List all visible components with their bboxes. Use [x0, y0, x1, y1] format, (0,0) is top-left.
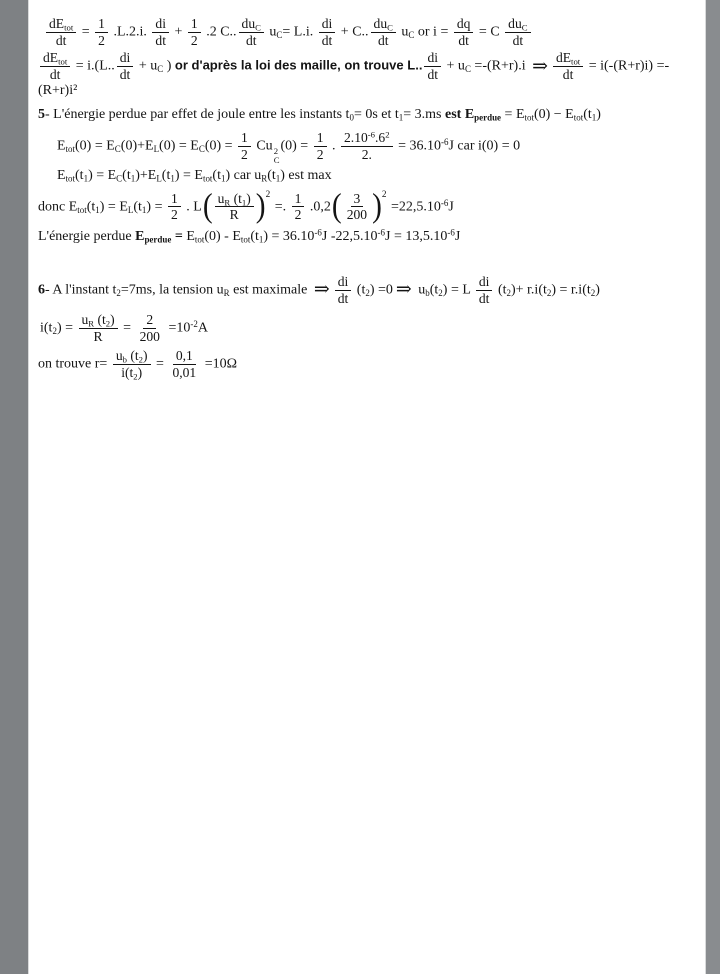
fraction: $\frac{di}{dt}$: [319, 16, 336, 48]
fraction: $\frac{dE_{tot}}{dt}$: [40, 50, 70, 82]
fraction: $\frac{0,1}{0,01}$: [172, 348, 197, 381]
implies-arrow-icon: ⇒: [395, 279, 412, 301]
line-donc-el: donc $E_{tot}(t_1) = E_L(t_1)$ = $\frac{1}{2}$ . L ( $\frac{u_R (t_1)}{R}$ ) 2 =. $\frac{1}{2}$ .0,2 ( $\frac{3}{200}$ ) 2 $=22,5.10^{-6}J$: [38, 187, 454, 225]
fraction: $\frac{dE_{tot}}{dt}$: [46, 16, 76, 48]
fraction: $\frac{u_b (t_2)}{i(t_2)}$: [113, 348, 151, 380]
fraction: $\frac{di}{dt}$: [424, 50, 441, 82]
parenthesized-expression: ( $\frac{u_R (t_1)}{R}$ ) 2: [202, 187, 271, 225]
fraction: $\frac{di}{dt}$: [117, 50, 134, 82]
fraction: $\frac{1}{2}$: [292, 191, 305, 223]
line-etot-t1: $E_{tot}(t_1) = E_C(t_1)+E_L(t_1) = E_{tot}(t_1)$ car $u_R(t_1)$ est max: [57, 167, 332, 184]
line-resistance-result: on trouve r= $\frac{u_b (t_2)}{i(t_2)}$ = $\frac{0,1}{0,01}$ =10Ω: [38, 348, 238, 382]
fraction: $\frac{1}{2}$: [188, 16, 201, 48]
fraction: $\frac{1}{2}$: [168, 191, 181, 223]
fraction: $\frac{3}{200}$: [346, 190, 368, 223]
line-etot-0: $E_{tot}(0) = E_C(0)+E_L(0) = E_C(0)$ = $\frac{1}{2}$ Cu 2 C (0) = $\frac{1}{2}$ . $\frac{2.10^{-6}.6^2}{2.}$ = $36.10^{-6}J$ car i(0) = 0: [57, 129, 521, 165]
fraction: $\frac{2}{200}$: [139, 312, 160, 344]
math-lines-container: [38, 16, 701, 381]
fraction: $\frac{di}{dt}$: [152, 16, 169, 48]
line-q6-statement: 6- A l'instant $t_2=7ms$, la tension $u_R$ est maximale ⇒ $\frac{di}{dt}$ $(t_2) =0$ ⇒ $u_b(t_2) = L$ $\frac{di}{dt}$ $(t_2)+ r.i(t_2) = r.i(t_2)$: [38, 273, 600, 306]
line-energy-derivative: $\frac{dE_{tot}}{dt}$ = $\frac{1}{2}$ .L.2.i. $\frac{di}{dt}$ + $\frac{1}{2}$ .2 C.. $\frac{du_C}{dt}$ $u_C= L.i$. $\frac{di}{dt}$ + C.. $\frac{du_C}{dt}$ $u_C$ or i = $\frac{dq}{dt}$ = C $\frac{du_C}{dt}$: [38, 16, 701, 48]
sup-sub-stack: 2 C: [273, 145, 280, 165]
left-scan-margin: [0, 0, 28, 974]
fraction: $\frac{dq}{dt}$: [454, 16, 474, 48]
fraction: $\frac{u_R (t_2)}{R}$: [79, 312, 118, 344]
line-energy-lost-result: L'énergie perdue $E_{perdue} = E_{tot}(0) - E_{tot}(t_1) = 36.10^{-6}J$ $-22,5.10^{-6}J = 13,5.10^{-6}J$: [38, 227, 461, 245]
fraction: $\frac{di}{dt}$: [335, 274, 352, 306]
implies-arrow-icon: ⇒: [532, 55, 548, 77]
line-mesh-law: $\frac{dE_{tot}}{dt}$ = i.(L.. $\frac{di}{dt}$ + $u_C$ ) or d'après la loi des maille, on trouve L.. $\frac{di}{dt}$ + $u_C =-(R+r).i$ ⇒ $\frac{dE_{tot}}{dt}$ = i(-(R+r)i) =-(R+r)i²: [38, 50, 670, 99]
fraction: $\frac{1}{2}$: [314, 130, 327, 162]
line-q5-statement: 5- L'énergie perdue par effet de joule entre les instants $t_0= 0s$ et $t_1= 3.ms$ est $E_{perdue} = E_{tot}(0) - E_{tot}(t_1)$: [38, 107, 601, 124]
fraction: $\frac{du_C}{dt}$: [239, 16, 264, 48]
fraction: $\frac{dE_{tot}}{dt}$: [553, 50, 583, 82]
fraction: $\frac{1}{2}$: [95, 16, 108, 48]
fraction: $\frac{u_R (t_1)}{R}$: [215, 191, 254, 223]
parenthesized-expression: ( $\frac{3}{200}$ ) 2: [331, 187, 387, 225]
fraction: $\frac{du_C}{dt}$: [371, 16, 396, 48]
right-scan-margin: [706, 0, 720, 974]
fraction: $\frac{2.10^{-6}.6^2}{2.}$: [341, 130, 393, 162]
line-current-t2: $i(t_2)$ = $\frac{u_R (t_2)}{R}$ = $\frac{2}{200}$ $=10^{-2}A$: [40, 312, 208, 344]
document-page: [28, 0, 706, 974]
fraction: $\frac{1}{2}$: [238, 130, 251, 162]
implies-arrow-icon: ⇒: [313, 279, 330, 301]
fraction: $\frac{du_C}{dt}$: [505, 16, 530, 48]
fraction: $\frac{di}{dt}$: [476, 274, 493, 306]
